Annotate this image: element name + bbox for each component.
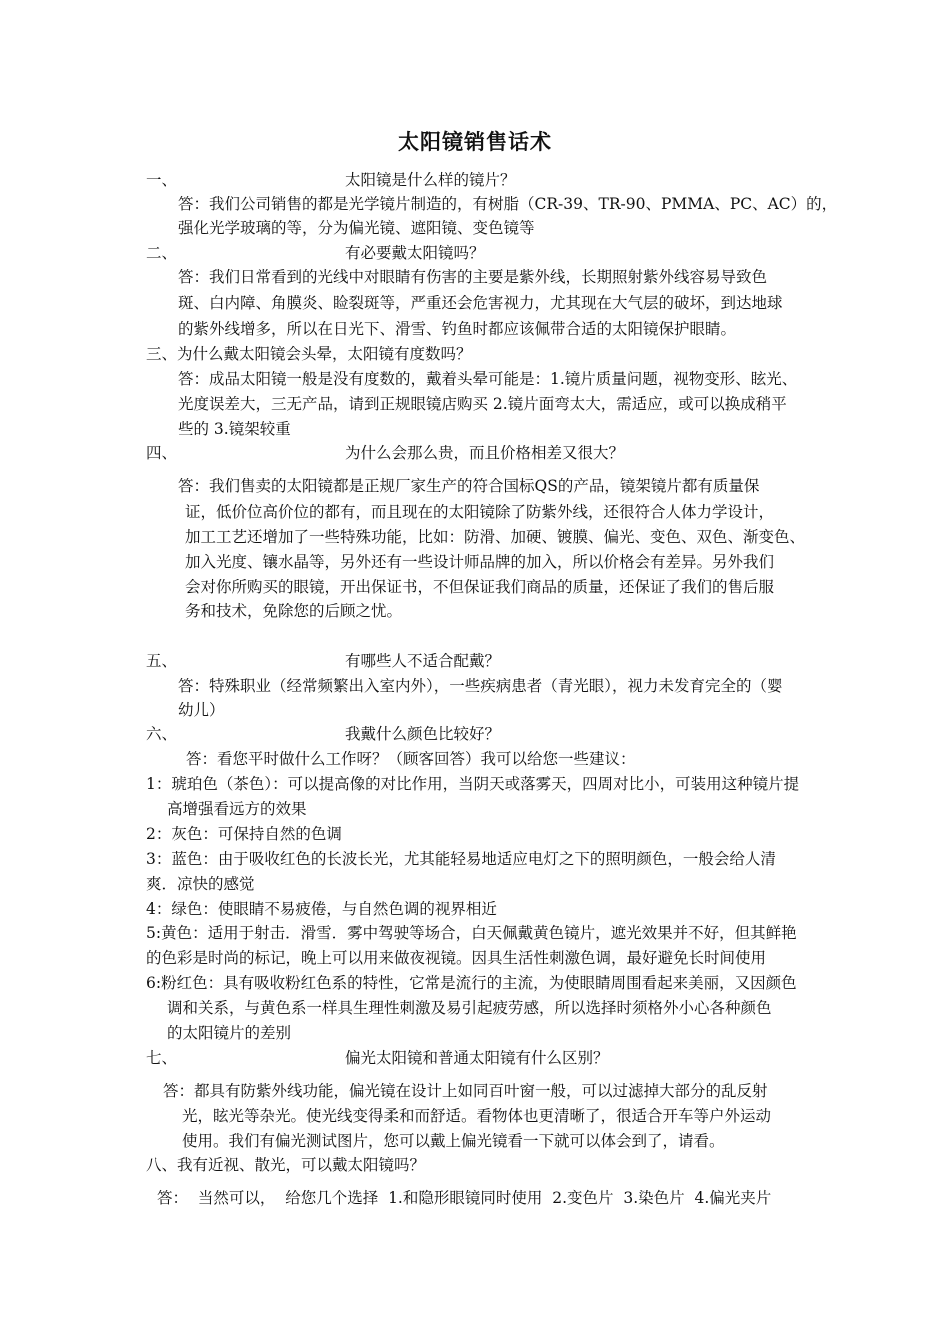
section-3-answer-line: 答：成品太阳镜一般是没有度数的，戴着头晕可能是：1.镜片质量问题，视物变形、眩光、 — [178, 370, 798, 388]
section-2-answer-line: 的紫外线增多，所以在日光下、滑雪、钓鱼时都应该佩带合适的太阳镜保护眼睛。 — [178, 320, 737, 338]
section-4-answer-line: 会对你所购买的眼镜，开出保证书，不但保证我们商品的质量，还保证了我们的售后服 — [185, 578, 775, 596]
color-advice-line: 1：琥珀色（茶色）：可以提高像的对比作用，当阴天或落雾天，四周对比小，可装用这种镜片提 — [146, 775, 800, 793]
section-1-number: 一、 — [146, 171, 178, 189]
section-1-answer-line: 答：我们公司销售的都是光学镜片制造的，有树脂（CR-39、TR-90、PMMA、PC、AC）的， — [178, 195, 838, 213]
section-4-answer-line: 加工工艺还增加了一些特殊功能，比如：防滑、加硬、镀膜、偏光、变色、双色、渐变色、 — [185, 528, 806, 546]
section-7-answer-line: 光，眩光等杂光。使光线变得柔和而舒适。看物体也更清晰了，很适合开车等户外运动 — [182, 1107, 772, 1125]
page-title: 太阳镜销售话术 — [398, 130, 552, 154]
section-7-answer-line: 使用。我们有偏光测试图片，您可以戴上偏光镜看一下就可以体会到了，请看。 — [182, 1132, 725, 1150]
section-5-answer-line: 答：特殊职业（经常频繁出入室内外），一些疾病患者（青光眼），视力未发育完全的（婴 — [178, 677, 783, 695]
section-6-question: 我戴什么颜色比较好？ — [345, 725, 501, 743]
section-2-number: 二、 — [146, 244, 178, 262]
color-advice-line: 5:黄色：适用于射击．滑雪．雾中驾驶等场合，白天佩戴黄色镜片，遮光效果并不好，但其鲜艳 — [146, 924, 797, 942]
color-advice-line: 2：灰色：可保持自然的色调 — [146, 825, 342, 843]
section-2-answer-line: 答：我们日常看到的光线中对眼睛有伤害的主要是紫外线，长期照射紫外线容易导致色 — [178, 268, 768, 286]
section-7-question: 偏光太阳镜和普通太阳镜有什么区别？ — [345, 1049, 609, 1067]
color-advice-line: 3：蓝色：由于吸收红色的长波长光，尤其能轻易地适应电灯之下的照明颜色，一般会给人清 — [146, 850, 776, 868]
section-5-question: 有哪些人不适合配戴？ — [345, 652, 501, 670]
section-3-answer-line: 些的 3.镜架较重 — [178, 420, 291, 438]
section-3-answer-line: 光度误差大，三无产品，请到正规眼镜店购买 2.镜片面弯太大，需适应，或可以换成稍平 — [178, 395, 787, 413]
section-7-number: 七、 — [146, 1049, 178, 1067]
section-2-answer-line: 斑、白内障、角膜炎、睑裂斑等，严重还会危害视力，尤其现在大气层的破坏，到达地球 — [178, 294, 783, 312]
section-5-number: 五、 — [146, 652, 178, 670]
section-4-answer-line: 答：我们售卖的太阳镜都是正规厂家生产的符合国标QS的产品，镜架镜片都有质量保 — [178, 477, 760, 495]
section-4-question: 为什么会那么贵，而且价格相差又很大？ — [345, 444, 625, 462]
section-6-number: 六、 — [146, 725, 178, 743]
section-4-answer-line: 证，低价位高价位的都有，而且现在的太阳镜除了防紫外线，还很符合人体力学设计， — [185, 503, 775, 521]
section-4-answer-line: 务和技术，免除您的后顾之忧。 — [185, 602, 403, 620]
section-5-answer-line: 幼儿） — [178, 701, 225, 719]
section-4-number: 四、 — [146, 444, 178, 462]
color-advice-line: 调和关系，与黄色系一样具生理性刺激及易引起疲劳感，所以选择时须格外小心各种颜色 — [167, 999, 772, 1017]
section-8-heading: 八、我有近视、散光，可以戴太阳镜吗？ — [146, 1156, 426, 1174]
section-7-answer-line: 答：都具有防紫外线功能，偏光镜在设计上如同百叶窗一般，可以过滤掉大部分的乱反射 — [163, 1082, 768, 1100]
section-2-question: 有必要戴太阳镜吗？ — [345, 244, 485, 262]
color-advice-line: 的色彩是时尚的标记，晚上可以用来做夜视镜。因具生活性刺激色调，最好避免长时间使用 — [146, 949, 767, 967]
color-advice-line: 4：绿色：使眼睛不易疲倦，与自然色调的视界相近 — [146, 900, 497, 918]
section-3-heading: 三、为什么戴太阳镜会头晕，太阳镜有度数吗？ — [146, 345, 472, 363]
color-advice-line: 高增强看远方的效果 — [167, 800, 307, 818]
color-advice-line: 6:粉红色：具有吸收粉红色系的特性，它常是流行的主流，为使眼睛周围看起来美丽，又因颜色 — [146, 974, 797, 992]
section-6-answer-line: 答：看您平时做什么工作呀？（顾客回答）我可以给您一些建议： — [186, 750, 636, 768]
section-4-answer-line: 加入光度、镶水晶等，另外还有一些设计师品牌的加入，所以价格会有差异。另外我们 — [185, 553, 775, 571]
color-advice-line: 的太阳镜片的差别 — [167, 1024, 292, 1042]
section-1-question: 太阳镜是什么样的镜片？ — [345, 171, 516, 189]
section-1-answer-line: 强化光学玻璃的等，分为偏光镜、遮阳镜、变色镜等 — [178, 219, 535, 237]
section-8-answer-line: 答： 当然可以， 给您几个选择 1.和隐形眼镜同时使用 2.变色片 3.染色片 4.偏光夹片 — [157, 1189, 772, 1207]
color-advice-line: 爽．凉快的感觉 — [146, 875, 255, 893]
